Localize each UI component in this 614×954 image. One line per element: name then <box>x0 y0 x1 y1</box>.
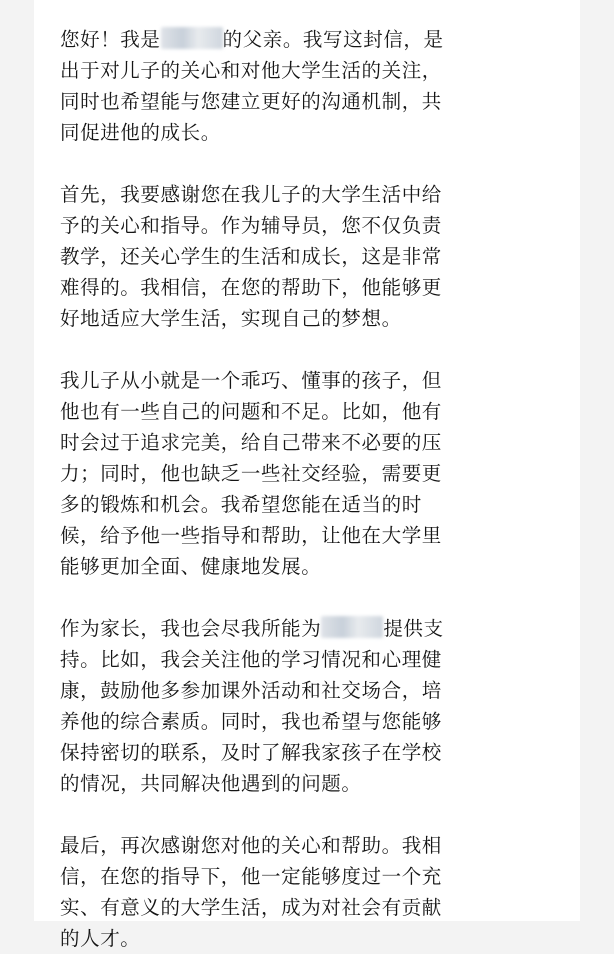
letter-line: 难得的。我相信，在您的帮助下，他能够更 <box>60 276 442 299</box>
letter-line: 能够更加全面、健康地发展。 <box>60 555 322 578</box>
letter-line: 好地适应大学生活，实现自己的梦想。 <box>60 307 402 330</box>
letter-text-segment: 您好！我是 <box>60 28 161 51</box>
paragraph-gap <box>60 334 500 365</box>
letter-line: 保持密切的联系，及时了解我家孩子在学校 <box>60 741 442 764</box>
letter-line: 予的关心和指导。作为辅导员，您不仅负责 <box>60 214 442 237</box>
letter-line: 实、有意义的大学生活，成为对社会有贡献 <box>60 896 442 919</box>
redacted-name <box>161 27 223 49</box>
paragraph-gap <box>60 582 500 613</box>
letter-line: 他也有一些自己的问题和不足。比如，他有 <box>60 400 442 423</box>
letter-line <box>60 24 500 55</box>
letter-line: 最后，再次感谢您对他的关心和帮助。我相 <box>60 834 442 857</box>
letter-line: 时会过于追求完美，给自己带来不必要的压 <box>60 431 442 454</box>
paragraph-gap <box>60 799 500 830</box>
letter-line: 的人才。 <box>60 927 141 950</box>
letter-line <box>60 613 500 644</box>
letter-line: 养他的综合素质。同时，我也希望与您能够 <box>60 710 442 733</box>
letter-line: 的情况，共同解决他遇到的问题。 <box>60 772 362 795</box>
letter-line: 出于对儿子的关心和对他大学生活的关注， <box>60 59 442 82</box>
letter-line: 我儿子从小就是一个乖巧、懂事的孩子，但 <box>60 369 442 392</box>
letter-line: 康，鼓励他多参加课外活动和社交场合，培 <box>60 679 442 702</box>
letter-line: 持。比如，我会关注他的学习情况和心理健 <box>60 648 442 671</box>
redacted-name <box>321 616 383 638</box>
letter-line: 同时也希望能与您建立更好的沟通机制，共 <box>60 90 442 113</box>
letter-text <box>60 24 500 954</box>
paragraph-gap <box>60 148 500 179</box>
letter-line: 多的锻炼和机会。我希望您能在适当的时 <box>60 493 422 516</box>
letter-text-segment: 的父亲。我写这封信，是 <box>222 28 444 51</box>
letter-line: 信，在您的指导下，他一定能够度过一个充 <box>60 865 442 888</box>
letter-line: 教学，还关心学生的生活和成长，这是非常 <box>60 245 442 268</box>
letter-line: 同促进他的成长。 <box>60 121 221 144</box>
letter-text-segment: 提供支 <box>383 617 444 640</box>
letter-text-segment: 作为家长，我也会尽我所能为 <box>60 617 322 640</box>
letter-line: 候，给予他一些指导和帮助，让他在大学里 <box>60 524 442 547</box>
letter-line: 力；同时，他也缺乏一些社交经验，需要更 <box>60 462 442 485</box>
letter-line: 首先，我要感谢您在我儿子的大学生活中给 <box>60 183 442 206</box>
